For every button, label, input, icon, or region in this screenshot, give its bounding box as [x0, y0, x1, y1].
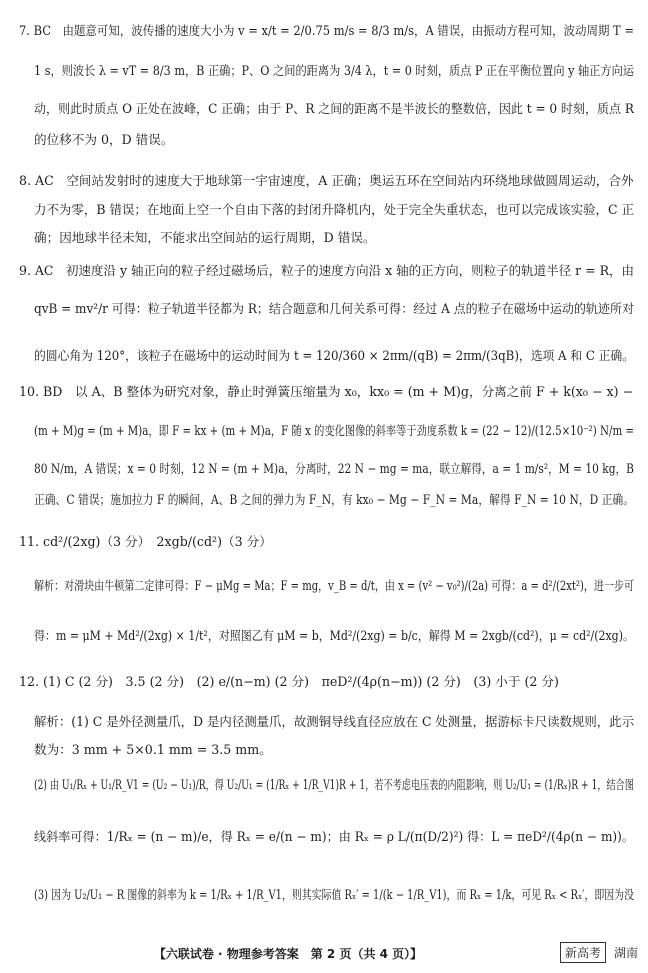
- q9-line-3: 的圆心角为 120°，该粒子在磁场中的运动时间为 t = 120/360 × 2πm/(qB) = 2πm/(3qB)，选项 A 和 C 正确。: [34, 348, 635, 363]
- q10-line-3: 80 N/m，A 错误；x = 0 时刻，12 N = (m + M)a，分离时，22 N − mg = ma，联立解得，a = 1 m/s²，M = 10 kg，B: [34, 461, 634, 476]
- q8-line-2: 力不为零，B 错误；在地面上空一个自由下落的封闭升降机内，处于完全失重状态，也可以完成该实验，C 正: [34, 202, 634, 217]
- q12-answer: 12. (1) C (2 分) 3.5 (2 分) (2) e/(n−m) (2 分) πeD²/(4ρ(n−m)) (2 分) (3) 小于 (2 分): [19, 674, 559, 689]
- q7-line-2: 1 s，则波长 λ = vT = 8/3 m，B 正确；P、O 之间的距离为 3/4 λ，t = 0 时刻，质点 P 正在平衡位置向 y 轴正方向运: [34, 63, 635, 78]
- q9-line-2: qvB = mv²/r 可得：粒子轨道半径都为 R；结合题意和几何关系可得：经过 A 点的粒子在磁场中运动的轨迹所对: [34, 301, 635, 316]
- footer-badge: 新高考: [560, 942, 606, 963]
- q11-analysis-1: 解析：对滑块由牛顿第二定律可得：F − μMg = Ma；F = mg，v_B = d/t，由 x = (v² − v₀²)/(2a) 可得：a = d²/(2xt²)，进一步可: [34, 578, 635, 593]
- q12-analysis-1: 解析：(1) C 是外径测量爪，D 是内径测量爪，故测铜导线直径应放在 C 处测量，据游标卡尺读数规则，此示: [34, 714, 634, 729]
- q7-line-3: 动，则此时质点 O 正处在波峰，C 正确；由于 P、R 之间的距离不是半波长的整数倍，因此 t = 0 时刻，质点 R: [34, 101, 634, 116]
- q11-answer: 11. cd²/(2xg)（3 分） 2xgb/(cd²)（3 分）: [19, 534, 272, 549]
- q10-line-2: (m + M)g = (m + M)a，即 F = kx + (m + M)a，F 随 x 的变化图像的斜率等于劲度系数 k = (22 − 12)/(12.5×10⁻²) N/m =: [34, 423, 635, 438]
- q7-line-4: 的位移不为 0，D 错误。: [34, 132, 174, 147]
- q12-analysis-4: 线斜率可得：1/Rₓ = (n − m)/e，得 Rₓ = e/(n − m)；由 Rₓ = ρ L/(π(D/2)²) 得：L = πeD²/(4ρ(n − m))。: [34, 829, 635, 844]
- q8-line-3: 确；因地球半径未知，不能求出空间站的运行周期，D 错误。: [34, 230, 376, 245]
- q11-analysis-2: 得：m = μM + Md²/(2xg) × 1/t²，对照图乙有 μM = b，Md²/(2xg) = b/c，解得 M = 2xgb/(cd²)，μ = cd²/(2xg)。: [34, 628, 634, 643]
- q8-line-1: 8. AC 空间站发射时的速度大于地球第一宇宙速度，A 正确；奥运五环在空间站内环绕地球做圆周运动，合外: [19, 173, 634, 188]
- q12-analysis-3: (2) 由 U₁/Rₓ + U₁/R_V1 = (U₂ − U₁)/R，得 U₂/U₁ = (1/Rₓ + 1/R_V1)R + 1，若不考虑电压表的内阻影响，则 U₂/U₁ = (1/Rₓ)R + 1，结合图: [34, 777, 634, 792]
- q12-analysis-2: 数为：3 mm + 5×0.1 mm = 3.5 mm。: [34, 742, 272, 757]
- footer-region: 湖南: [614, 946, 639, 960]
- q9-line-1: 9. AC 初速度沿 y 轴正向的粒子经过磁场后，粒子的速度方向沿 x 轴的正方向，则粒子的轨道半径 r = R，由: [19, 263, 634, 278]
- page-footer: [18, 942, 639, 964]
- q12-analysis-5: (3) 因为 U₂/U₁ − R 图像的斜率为 k = 1/Rₓ + 1/R_V1，则其实际值 Rₓ′ = 1/(k − 1/R_V1)，而 Rₓ = 1/k，可见 Rₓ < Rₓ′，即因为没: [34, 887, 634, 902]
- q10-line-4: 正确、C 错误；施加拉力 F 的瞬间，A、B 之间的弹力为 F_N，有 kx₀ − Mg − F_N = Ma，解得 F_N = 10 N，D 正确。: [34, 492, 634, 507]
- q7-line-1: 7. BC 由题意可知，波传播的速度大小为 v = x/t = 2/0.75 m/s = 8/3 m/s，A 错误，由振动方程可知，波动周期 T =: [19, 23, 634, 38]
- footer-title: 【六联试卷 · 物理参考答案 第 2 页（共 4 页）】: [153, 947, 423, 961]
- q10-line-1: 10. BD 以 A、B 整体为研究对象，静止时弹簧压缩量为 x₀，kx₀ = (m + M)g，分离之前 F + k(x₀ − x) −: [19, 384, 634, 399]
